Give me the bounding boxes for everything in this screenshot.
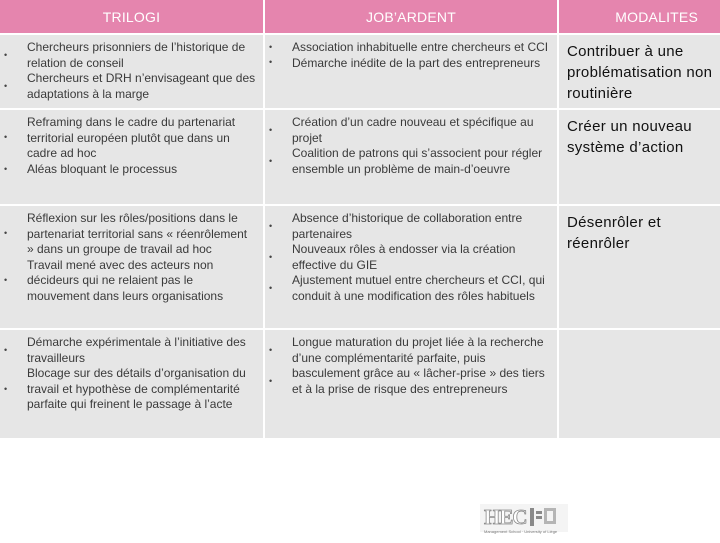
row4-jobardent: [265, 330, 557, 438]
row1-trilogi: [0, 35, 263, 108]
row3-jobardent: [265, 206, 557, 328]
header-trilogi: TRILOGI: [0, 0, 263, 33]
row2-modalite: Créer un nouveau système d’action: [559, 110, 720, 204]
list-item: • Réflexion sur les rôles/positions dans le partenariat territorial sans « réenrôlement » dans un groupe de travail ad hoc: [4, 211, 248, 257]
list-item: • basculement grâce au « lâcher-prise » des tiers et à la prise de risque des entrepreneurs: [269, 366, 545, 396]
row2-trilogi: [0, 110, 263, 204]
list-item: • Nouveaux rôles à endosser via la création effective du GIE: [269, 242, 516, 272]
row3-trilogi: [0, 206, 263, 328]
list-item: • Chercheurs et DRH n’envisageant que des adaptations à la marge: [4, 71, 256, 101]
list-item: • Aléas bloquant le processus: [4, 161, 178, 176]
logo-wordmark: HEC: [484, 505, 527, 529]
list-item: • Création d’un cadre nouveau et spécifique au projet: [269, 115, 534, 145]
list-item: • Coalition de patrons qui s’associent pour régler ensemble un problème de main-d’oeuvre: [269, 146, 543, 176]
row3-modalite: Désenrôler et réenrôler: [559, 206, 720, 328]
list-item: • Démarche inédite de la part des entrepreneurs: [269, 55, 541, 70]
logo-caption: Management School · University of Liège: [484, 529, 558, 534]
list-item: • Démarche expérimentale à l’initiative des travailleurs: [4, 335, 246, 365]
row2-jobardent: [265, 110, 557, 204]
list-item: • Absence d’historique de collaboration entre partenaires: [269, 211, 523, 241]
list-item: • Blocage sur des détails d’organisation du travail et hypothèse de complémentarité parfaite qui freinent le passage à l’acte: [4, 366, 246, 412]
hec-logo-icon: [480, 500, 568, 538]
list-item: • Travail mené avec des acteurs non décideurs qui ne relaient pas le mouvement dans leurs organisations: [4, 257, 224, 303]
list-item: • Chercheurs prisonniers de l’historique de relation de conseil: [4, 40, 246, 70]
row1-modalite: Contribuer à une problématisation non routinière: [559, 35, 720, 108]
list-item: • Ajustement mutuel entre chercheurs et CCI, qui conduit à une modification des rôles habituels: [269, 273, 545, 303]
list-item: • Reframing dans le cadre du partenariat territorial européen plutôt que dans un cadre ad hoc: [4, 115, 236, 161]
row1-jobardent: [265, 35, 557, 108]
list-item: • Longue maturation du projet liée à la recherche d’une complémentarité parfaite, puis: [269, 335, 544, 365]
hec-logo: [480, 500, 568, 538]
header-modalites: MODALITES: [559, 0, 720, 33]
row4-trilogi: [0, 330, 263, 438]
row4-modalite: [559, 330, 720, 438]
header-jobardent: JOB’ARDENT: [265, 0, 557, 33]
list-item: • Association inhabituelle entre chercheurs et CCI: [269, 40, 549, 54]
